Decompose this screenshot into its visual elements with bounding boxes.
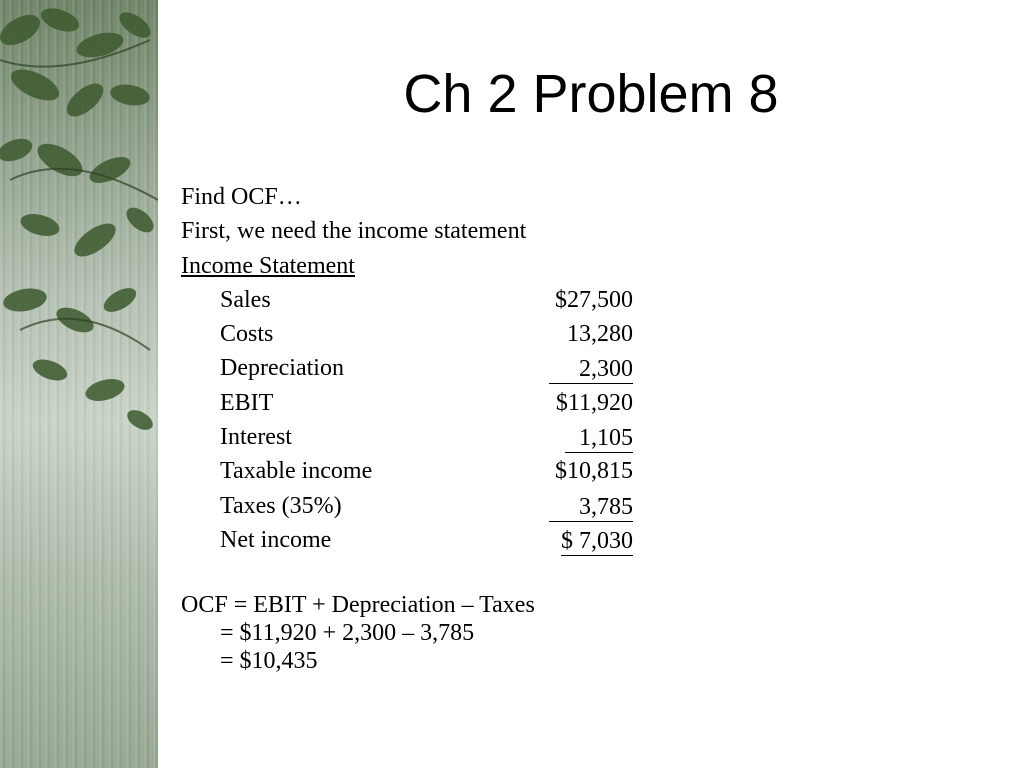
- statement-row-sales: [181, 283, 1001, 317]
- row-value: 2,300: [549, 355, 633, 384]
- row-label: Interest: [220, 424, 292, 451]
- decorative-side-photo: [0, 0, 158, 768]
- leaves-illustration: [0, 0, 158, 768]
- intro-line: Find OCF…: [181, 184, 302, 210]
- row-value: $10,815: [555, 458, 633, 485]
- statement-row-costs: [181, 317, 1001, 351]
- statement-row-ebit: [181, 386, 1001, 420]
- row-label: EBIT: [220, 389, 274, 416]
- ocf-formula: [181, 591, 1001, 675]
- row-label: Depreciation: [220, 355, 344, 382]
- row-label: Costs: [220, 321, 274, 348]
- slide-title: Ch 2 Problem 8: [403, 64, 779, 124]
- row-value: 13,280: [567, 321, 633, 348]
- row-value: 1,105: [565, 424, 633, 453]
- income-statement-table: [181, 283, 1001, 557]
- statement-row-taxable-income: [181, 454, 1001, 488]
- row-value: $27,500: [555, 286, 633, 313]
- statement-row-net-income: [181, 523, 1001, 557]
- slide-body: [181, 180, 1001, 675]
- ocf-result: = $10,435: [220, 648, 318, 675]
- row-label: Net income: [220, 526, 332, 553]
- ocf-definition: OCF = EBIT + Depreciation – Taxes: [181, 592, 535, 619]
- statement-row-interest: [181, 420, 1001, 454]
- intro-line: First, we need the income statement: [181, 218, 527, 245]
- statement-row-depreciation: [181, 351, 1001, 385]
- row-value: $ 7,030: [561, 527, 633, 554]
- row-value: $11,920: [555, 389, 633, 416]
- section-spacer: [181, 557, 1001, 591]
- row-label: Taxable income: [220, 458, 373, 485]
- ocf-substitution: = $11,920 + 2,300 – 3,785: [220, 620, 475, 647]
- row-label: Taxes (35%): [220, 492, 342, 519]
- row-label: Sales: [220, 286, 271, 313]
- income-statement-heading: Income Statement: [181, 252, 355, 279]
- row-value: 3,785: [549, 493, 633, 522]
- statement-row-taxes: [181, 489, 1001, 523]
